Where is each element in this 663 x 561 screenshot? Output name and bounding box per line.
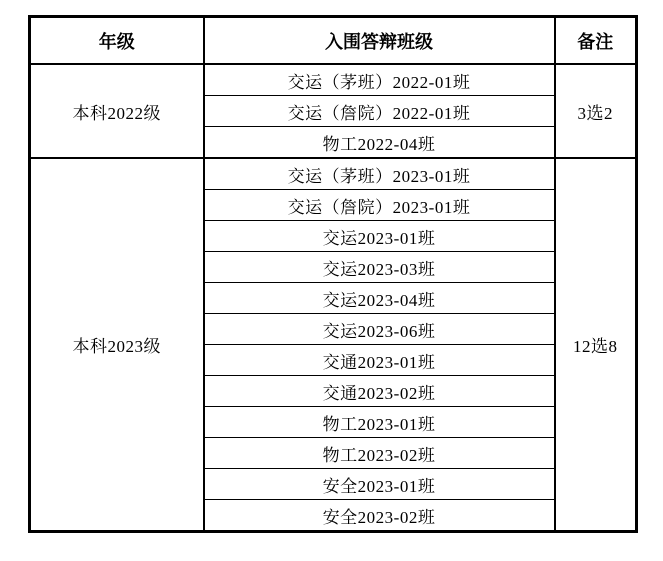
table-row bbox=[30, 64, 637, 96]
class-cell: 交通2023-02班 bbox=[204, 376, 555, 407]
class-cell: 交运（茅班）2023-01班 bbox=[204, 158, 555, 190]
defense-classes-table bbox=[28, 15, 638, 533]
header-cell-grade: 年级 bbox=[30, 17, 204, 65]
class-cell: 交运2023-04班 bbox=[204, 283, 555, 314]
class-cell: 交运（詹院）2022-01班 bbox=[204, 96, 555, 127]
class-cell: 交通2023-01班 bbox=[204, 345, 555, 376]
class-cell: 交运2023-06班 bbox=[204, 314, 555, 345]
class-cell: 交运2023-01班 bbox=[204, 221, 555, 252]
table-row bbox=[30, 158, 637, 190]
class-cell: 物工2023-02班 bbox=[204, 438, 555, 469]
class-cell: 安全2023-01班 bbox=[204, 469, 555, 500]
class-cell: 物工2022-04班 bbox=[204, 127, 555, 159]
table-header bbox=[30, 17, 637, 65]
note-cell: 3选2 bbox=[555, 64, 637, 158]
class-cell: 交运2023-03班 bbox=[204, 252, 555, 283]
table-body bbox=[30, 64, 637, 532]
header-row bbox=[30, 17, 637, 65]
grade-cell: 本科2022级 bbox=[30, 64, 204, 158]
grade-cell: 本科2023级 bbox=[30, 158, 204, 532]
header-cell-note: 备注 bbox=[555, 17, 637, 65]
note-cell: 12选8 bbox=[555, 158, 637, 532]
class-cell: 交运（詹院）2023-01班 bbox=[204, 190, 555, 221]
class-cell: 交运（茅班）2022-01班 bbox=[204, 64, 555, 96]
class-cell: 物工2023-01班 bbox=[204, 407, 555, 438]
class-cell: 安全2023-02班 bbox=[204, 500, 555, 532]
header-cell-classes: 入围答辩班级 bbox=[204, 17, 555, 65]
